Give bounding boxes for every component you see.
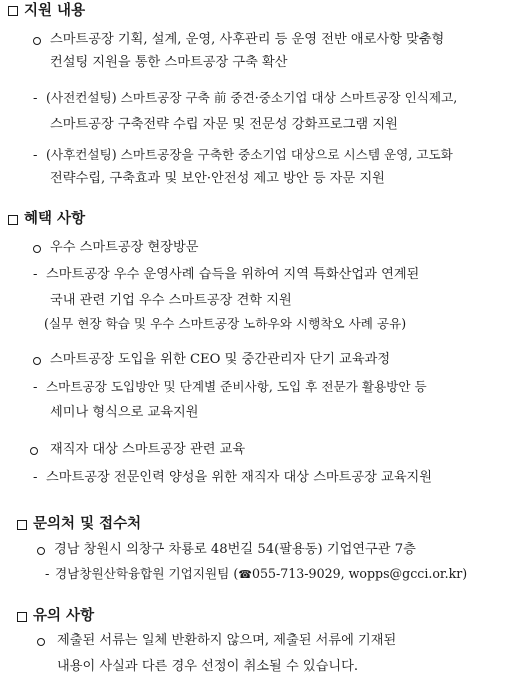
dash-marker: - (33, 380, 38, 395)
bullet-circle-icon (33, 37, 41, 45)
support-sub-line: (사전컨설팅) 스마트공장 구축 前 중견·중소기업 대상 스마트공장 인식제고, (46, 90, 458, 105)
support-sub-line: 전략수립, 구축효과 및 보안·안전성 제고 방안 등 자문 지원 (50, 171, 385, 186)
contact-address: 경남 창원시 의창구 차룡로 48번길 54(팔용동) 기업연구관 7층 (54, 542, 416, 557)
bullet-circle-icon (33, 357, 41, 365)
section-checkbox-icon (8, 6, 18, 16)
contact-office: 경남창원산학융합원 기업지원팀 (55, 566, 230, 581)
contact-paren-close: ) (462, 566, 468, 581)
benefit-sub-line: (실무 현장 학습 및 우수 스마트공장 노하우와 시행착오 사례 공유) (44, 316, 407, 331)
section-heading-support: 지원 내용 (24, 3, 86, 19)
notes-line: 제출된 서류는 일체 반환하지 않으며, 제출된 서류에 기재된 (57, 633, 397, 648)
bullet-circle-icon (37, 547, 45, 555)
section-checkbox-icon (8, 215, 18, 225)
support-sub-line: 스마트공장 구축전략 수립 자문 및 전문성 강화프로그램 지원 (50, 117, 398, 132)
benefit-item: 우수 스마트공장 현장방문 (50, 240, 199, 255)
contact-line (55, 568, 467, 581)
bullet-circle-icon (37, 638, 45, 646)
contact-phone: 055-713-9029, wopps@gcci.or.kr (251, 566, 463, 581)
notes-line: 내용이 사실과 다른 경우 선정이 취소될 수 있습니다. (57, 659, 359, 674)
benefit-sub-line: 세미나 형식으로 교육지원 (50, 405, 199, 420)
benefit-item: 재직자 대상 스마트공장 관련 교육 (50, 442, 246, 457)
dash-marker: - (33, 91, 38, 106)
bullet-circle-icon (33, 245, 41, 253)
benefit-sub-line: 스마트공장 전문인력 양성을 위한 재직자 대상 스마트공장 교육지원 (46, 470, 433, 485)
bullet-circle-icon (30, 447, 38, 455)
support-item-line: 스마트공장 기획, 설계, 운영, 사후관리 등 운영 전반 애로사항 맞춤형 (50, 32, 445, 47)
dash-marker: - (33, 267, 38, 282)
section-heading-benefits: 혜택 사항 (24, 211, 86, 227)
section-checkbox-icon (17, 612, 27, 622)
benefit-sub-line: 스마트공장 도입방안 및 단계별 준비사항, 도입 후 전문가 활용방안 등 (46, 379, 427, 394)
benefit-item: 스마트공장 도입을 위한 CEO 및 중간관리자 단기 교육과정 (50, 352, 391, 367)
section-heading-notes: 유의 사항 (33, 608, 95, 624)
support-sub-line: (사후컨설팅) 스마트공장을 구축한 중소기업 대상으로 시스템 운영, 고도화 (46, 147, 453, 162)
section-heading-contact: 문의처 및 접수처 (33, 516, 142, 532)
section-checkbox-icon (17, 520, 27, 530)
support-item-line: 컨설팅 지원을 통한 스마트공장 구축 확산 (50, 55, 288, 70)
dash-marker: - (45, 567, 50, 582)
benefit-sub-line: 국내 관련 기업 우수 스마트공장 견학 지원 (50, 293, 292, 308)
benefit-sub-line: 스마트공장 우수 운영사례 습득을 위하여 지역 특화산업과 연계된 (46, 267, 420, 282)
phone-icon: ☎ (238, 568, 252, 581)
dash-marker: - (33, 148, 38, 163)
dash-marker: - (33, 470, 38, 485)
contact-paren-open: ( (233, 566, 239, 581)
